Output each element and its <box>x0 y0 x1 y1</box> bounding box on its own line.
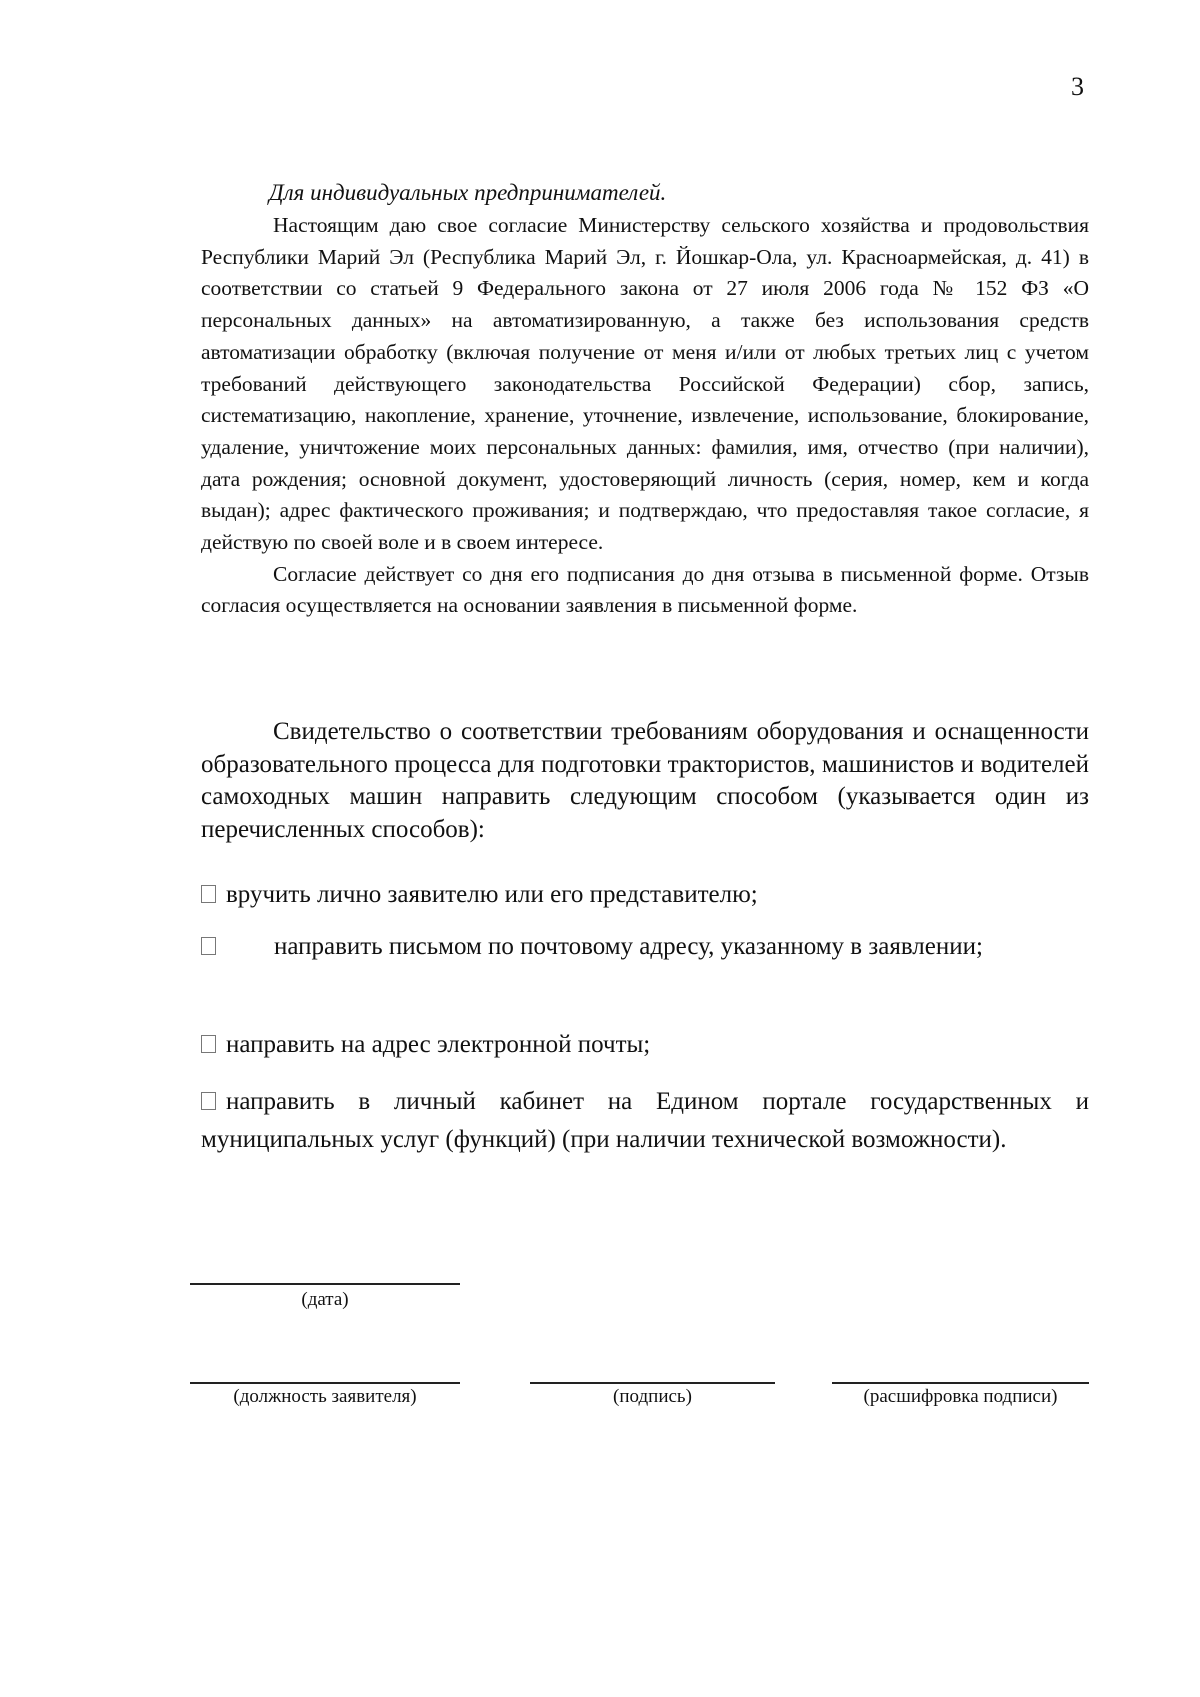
option-in-person <box>201 876 1089 914</box>
decryption-line <box>832 1382 1089 1384</box>
consent-heading: Для индивидуальных предпринимателей. <box>269 180 667 205</box>
page-number: 3 <box>1071 72 1084 101</box>
signature-line <box>530 1382 775 1384</box>
date-caption: (дата) <box>301 1289 349 1310</box>
position-line <box>190 1382 460 1384</box>
option-mail-label: направить письмом по почтовому адресу, указанному в заявлении; <box>274 933 983 960</box>
checkbox-mail[interactable] <box>201 937 216 955</box>
option-portal <box>201 1083 1089 1159</box>
option-portal-label: направить в личный кабинет на Едином портале государственных и муниципальных услуг (функций) (при наличии технической возможности). <box>201 1088 1089 1153</box>
checkbox-email[interactable] <box>201 1035 216 1053</box>
option-mail <box>201 928 1089 966</box>
checkbox-in-person[interactable] <box>201 885 216 903</box>
option-email <box>201 1026 1089 1064</box>
consent-section <box>201 176 1089 622</box>
checkbox-portal[interactable] <box>201 1092 216 1110</box>
position-caption: (должность заявителя) <box>233 1386 417 1407</box>
consent-paragraph: Настоящим даю свое согласие Министерству сельского хозяйства и продовольствия Республики Марий Эл (Республика Марий Эл, г. Йошкар-Ола, ул. Красноармейская, д. 41) в соответствии со статьей 9 Федерального закона от 27 июля 2006 года № 152 ФЗ «О персональных данных» на автоматизированную, а также без использования средств автоматизации обработку (включая получение от меня и/или от любых третьих лиц с учетом требований действующего законодательства Российской Федерации) сбор, запись, систематизацию, накопление, хранение, уточнение, извлечение, использование, блокирование, удаление, уничтожение моих персональных данных: фамилия, имя, отчество (при наличии), дата рождения; основной документ, удостоверяющий личность (серия, номер, кем и когда выдан); адрес фактического проживания; и подтверждаю, что предоставляя такое согласие, я действую по своей воле и в своем интересе. <box>201 213 1089 555</box>
date-line <box>190 1283 460 1285</box>
option-email-label: направить на адрес электронной почты; <box>226 1031 651 1058</box>
decryption-caption: (расшифровка подписи) <box>863 1386 1058 1407</box>
consent-validity-paragraph: Согласие действует со дня его подписания до дня отзыва в письменной форме. Отзыв согласия осуществляется на основании заявления в письменной форме. <box>201 561 1089 618</box>
certificate-delivery-text: Свидетельство о соответствии требованиям оборудования и оснащенности образовательного процесса для подготовки трактористов, машинистов и водителей самоходных машин направить следующим способом (указывается один из перечисленных способов): <box>201 718 1089 843</box>
signature-caption: (подпись) <box>613 1386 692 1407</box>
option-in-person-label: вручить лично заявителю или его представителю; <box>226 881 758 908</box>
